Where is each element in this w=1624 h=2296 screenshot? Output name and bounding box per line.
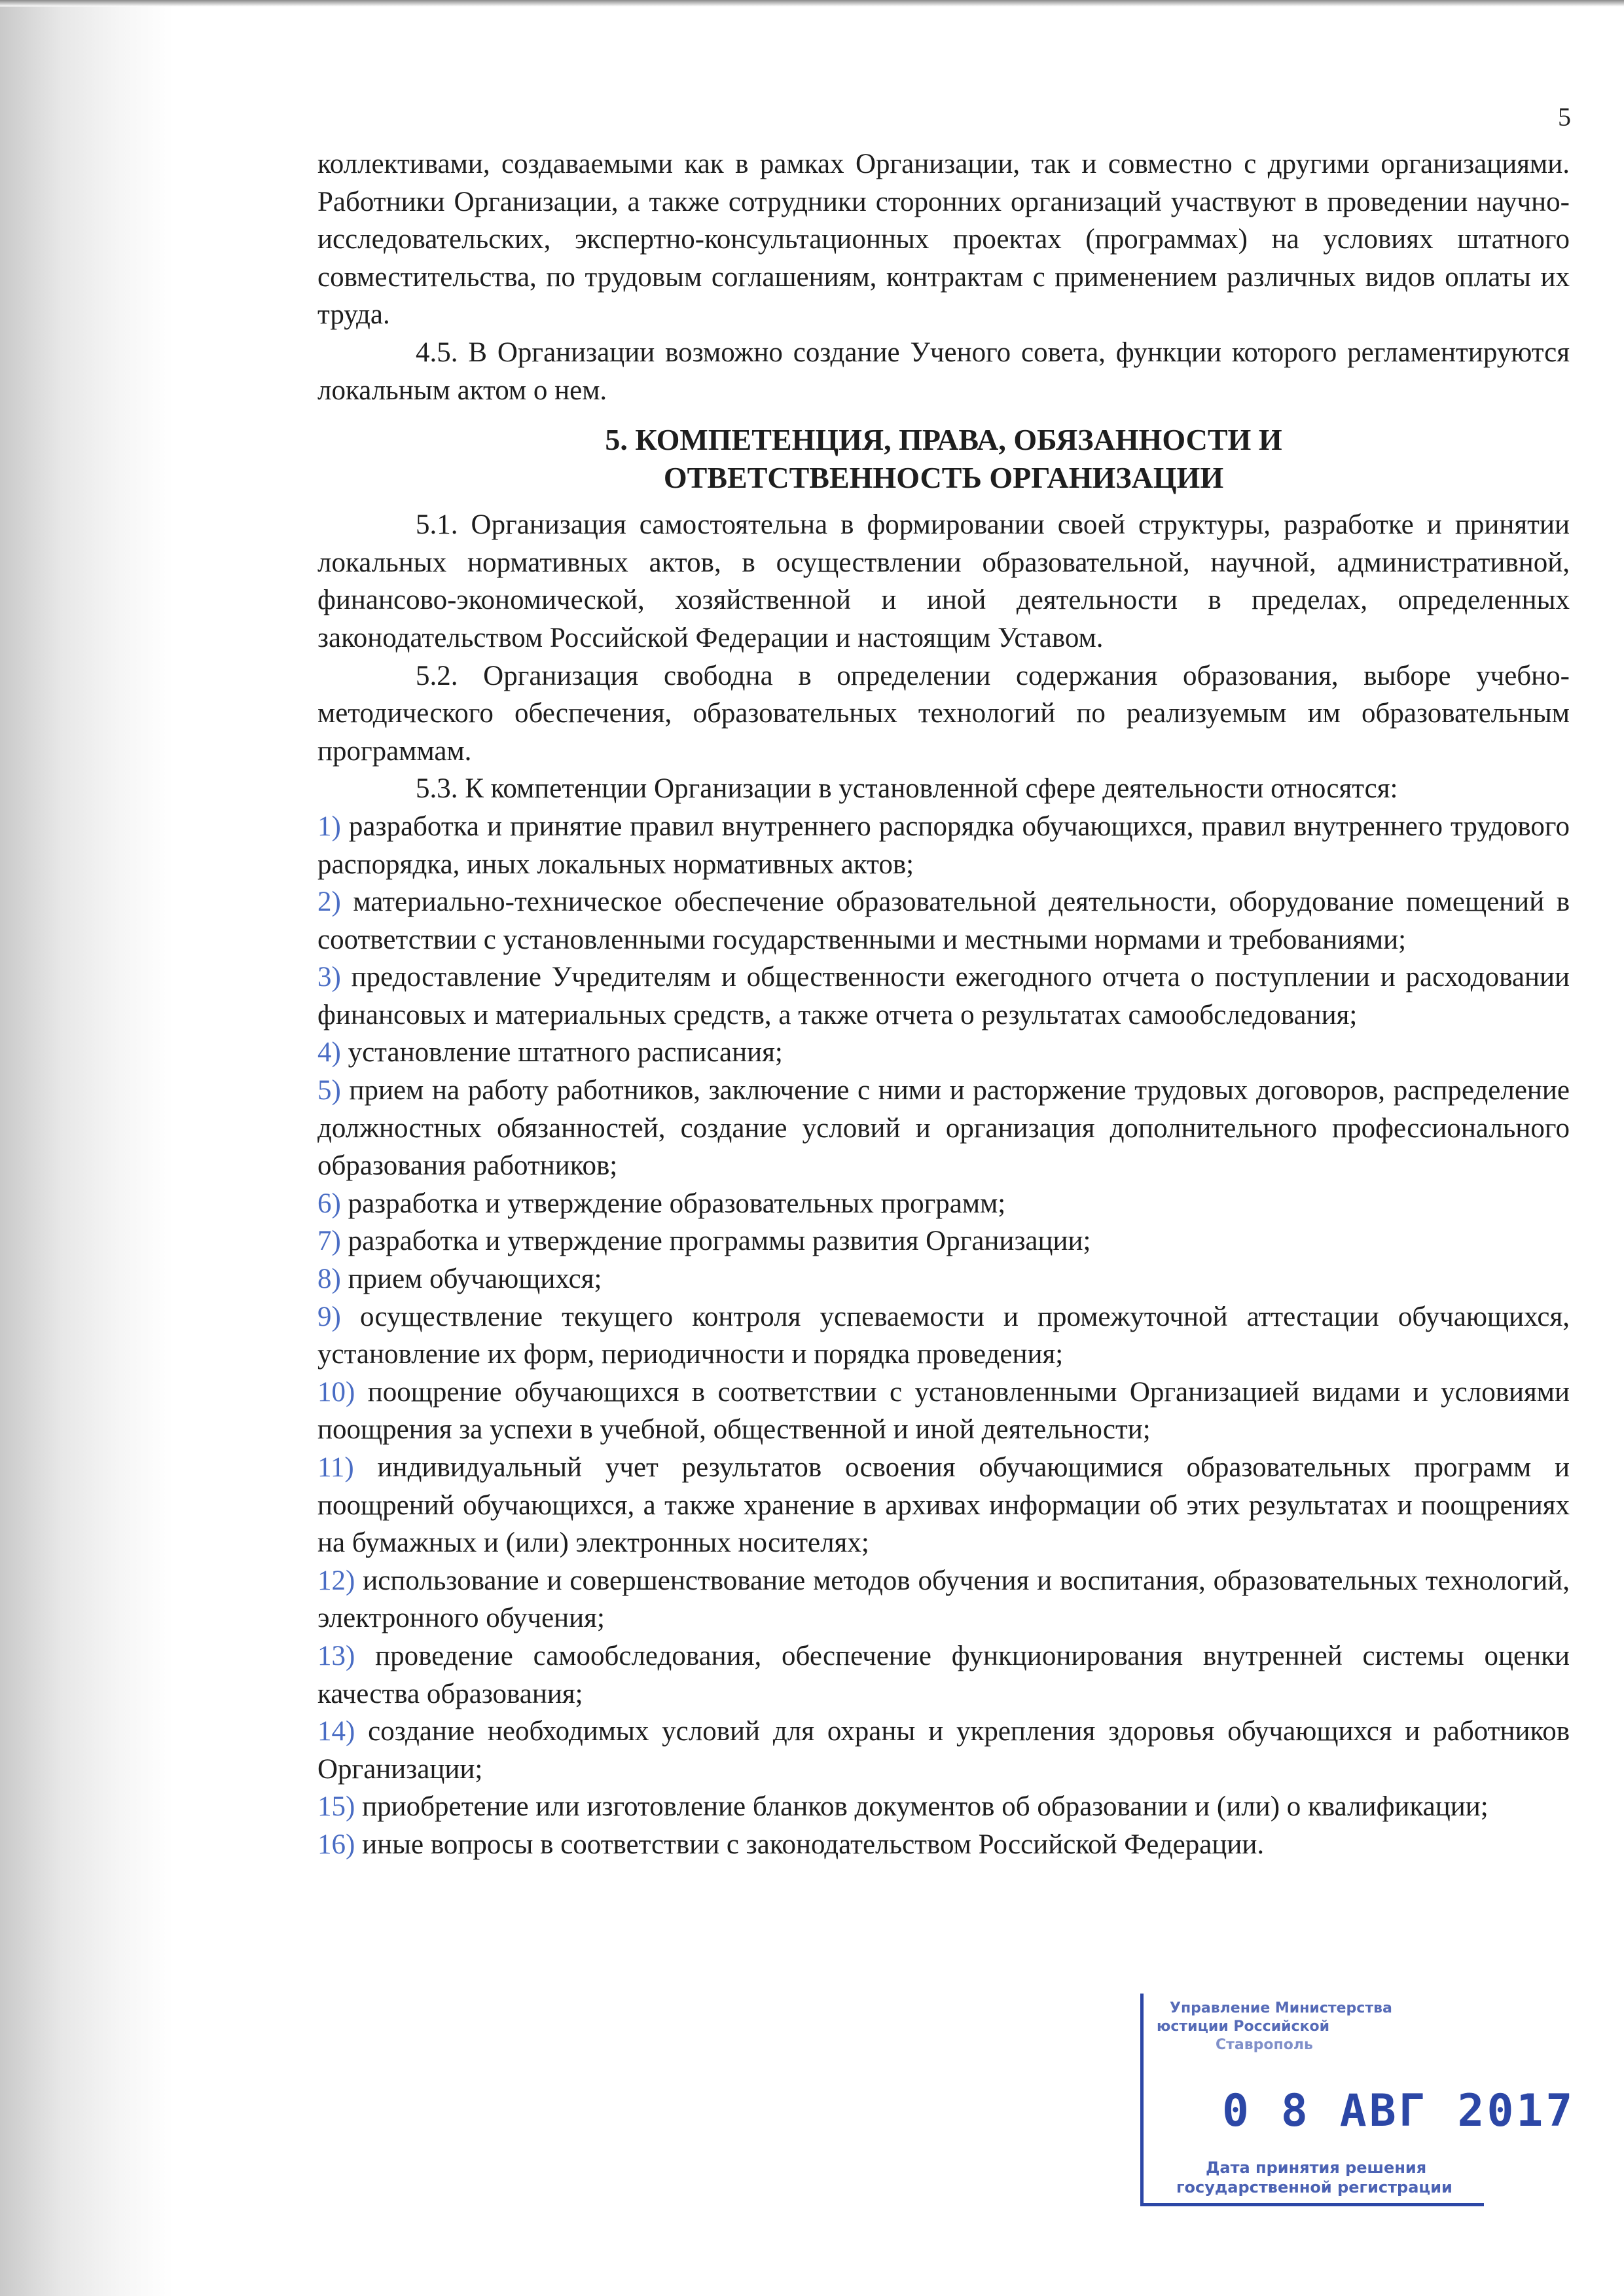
paragraph-4-5: 4.5. В Организации возможно создание Ученого совета, функции которого регламентируются локальным актом о нем. xyxy=(317,337,1570,406)
list-item-number: 15) xyxy=(317,1791,355,1823)
paragraph-continuation: коллективами, создаваемыми как в рамках Организации, так и совместно с другими организациями. Работники Организации, а также сотрудники сторонних организаций участвуют в проведении научно-исследовательских, экспертно-консультационных проектах (программах) на условиях штатного совместительства, по трудовым соглашениям, контрактам с применением различных видов оплаты их труда. xyxy=(317,149,1570,331)
list-item-text: иные вопросы в соответствии с законодательством Российской Федерации. xyxy=(362,1829,1265,1860)
list-item xyxy=(317,1449,1570,1562)
list-item-number: 14) xyxy=(317,1716,355,1747)
list-item-number: 9) xyxy=(317,1301,341,1332)
list-item xyxy=(317,1826,1570,1864)
list-item-text: осуществление текущего контроля успеваемости и промежуточной аттестации обучающихся, установление их форм, периодичности и порядка проведения; xyxy=(317,1301,1570,1370)
section-heading: 5. КОМПЕТЕНЦИЯ, ПРАВА, ОБЯЗАННОСТИ И ОТВЕТСТВЕННОСТЬ ОРГАНИЗАЦИИ xyxy=(605,423,1282,495)
list-item xyxy=(317,883,1570,958)
list-item-number: 12) xyxy=(317,1565,355,1596)
stamp-date: 0 8 АВГ 2017 xyxy=(1222,2085,1576,2137)
list-item-number: 2) xyxy=(317,886,341,918)
list-item xyxy=(317,1034,1570,1072)
registration-stamp xyxy=(1140,1994,1576,2206)
list-item-number: 13) xyxy=(317,1640,355,1671)
list-item xyxy=(317,1072,1570,1185)
document-body xyxy=(317,145,1570,1864)
list-item xyxy=(317,1298,1570,1374)
list-item-number: 10) xyxy=(317,1376,355,1408)
competence-list xyxy=(317,808,1570,1864)
list-item-number: 16) xyxy=(317,1829,355,1860)
stamp-text: Управление Министерства xyxy=(1170,2000,1392,2016)
stamp-text: Ставрополь xyxy=(1216,2037,1313,2053)
scan-edge-shadow xyxy=(0,0,173,2296)
list-item xyxy=(317,958,1570,1034)
list-item-text: создание необходимых условий для охраны и укрепления здоровья обучающихся и работников Организации; xyxy=(317,1716,1570,1785)
stamp-text: юстиции Российской xyxy=(1157,2018,1330,2035)
list-item-number: 1) xyxy=(317,811,341,842)
list-item-text: материально-техническое обеспечение образовательной деятельности, оборудование помещений в соответствии с установленными государственными и местными нормами и требованиями; xyxy=(317,886,1570,955)
list-item-text: разработка и утверждение образовательных программ; xyxy=(348,1188,1006,1219)
list-item-number: 4) xyxy=(317,1037,341,1068)
list-item-text: индивидуальный учет результатов освоения обучающимися образовательных программ и поощрений обучающихся, а также хранение в архивах информации об этих результатах и поощрениях на бумажных и (или) электронных носителях; xyxy=(317,1452,1570,1559)
list-item-text: поощрение обучающихся в соответствии с установленными Организацией видами и условиями поощрения за успехи в учебной, общественной и иной деятельности; xyxy=(317,1376,1570,1446)
stamp-text: государственной регистрации xyxy=(1176,2178,1453,2196)
list-item xyxy=(317,1374,1570,1449)
list-item-number: 8) xyxy=(317,1264,341,1295)
list-item-text: разработка и утверждение программы развития Организации; xyxy=(348,1226,1091,1257)
list-item xyxy=(317,1562,1570,1637)
list-item xyxy=(317,1788,1570,1826)
paragraph-5-1: 5.1. Организация самостоятельна в формировании своей структуры, разработке и принятии локальных нормативных актов, в осуществлении образовательной, научной, административной, финансово-экономической, хозяйственной и иной деятельности в пределах, определенных законодательством Российской Федерации и настоящим Уставом. xyxy=(317,509,1570,653)
list-item-number: 7) xyxy=(317,1226,341,1257)
list-item-number: 11) xyxy=(317,1452,354,1483)
list-item-text: прием обучающихся; xyxy=(348,1264,602,1295)
list-item xyxy=(317,1185,1570,1223)
list-item xyxy=(317,1260,1570,1298)
list-item-number: 3) xyxy=(317,962,341,993)
list-item-text: разработка и принятие правил внутреннего распорядка обучающихся, правил внутреннего трудового распорядка, иных локальных нормативных актов; xyxy=(317,811,1570,880)
page-number: 5 xyxy=(1558,102,1571,132)
scan-top-edge xyxy=(0,0,1624,7)
list-item-number: 5) xyxy=(317,1075,341,1106)
list-item xyxy=(317,808,1570,883)
list-item xyxy=(317,1222,1570,1260)
list-item-text: прием на работу работников, заключение с ними и расторжение трудовых договоров, распределение должностных обязанностей, создание условий и организация дополнительного профессионального образования работников; xyxy=(317,1075,1570,1182)
paragraph-5-2: 5.2. Организация свободна в определении содержания образования, выборе учебно-методического обеспечения, образовательных технологий по реализуемым им образовательным программам. xyxy=(317,660,1570,767)
list-item xyxy=(317,1637,1570,1713)
list-item xyxy=(317,1713,1570,1788)
list-item-text: приобретение или изготовление бланков документов об образовании и (или) о квалификации; xyxy=(362,1791,1489,1823)
list-item-text: проведение самообследования, обеспечение функционирования внутренней системы оценки качества образования; xyxy=(317,1640,1570,1709)
list-item-text: предоставление Учредителям и общественности ежегодного отчета о поступлении и расходовании финансовых и материальных средств, а также отчета о результатах самообследования; xyxy=(317,962,1570,1030)
stamp-text: Дата принятия решения xyxy=(1206,2159,1427,2177)
list-item-number: 6) xyxy=(317,1188,341,1219)
list-item-text: использование и совершенствование методов обучения и воспитания, образовательных технологий, электронного обучения; xyxy=(317,1565,1570,1634)
list-item-text: установление штатного расписания; xyxy=(348,1037,783,1068)
paragraph-5-3: 5.3. К компетенции Организации в установленной сфере деятельности относятся: xyxy=(416,773,1398,805)
